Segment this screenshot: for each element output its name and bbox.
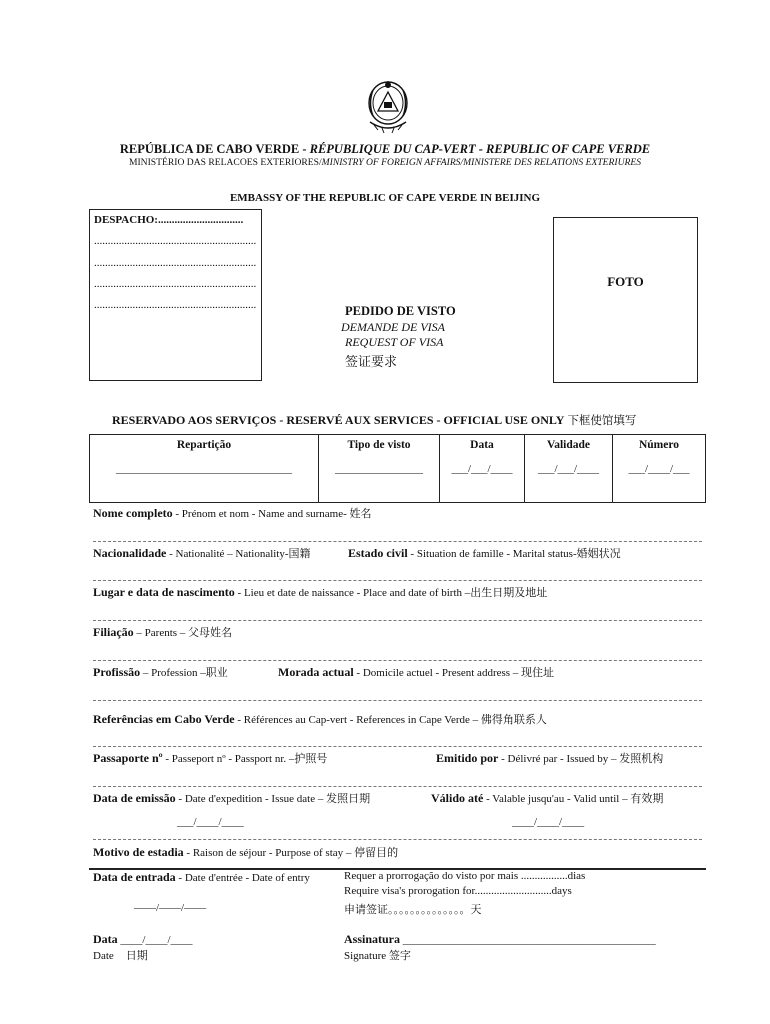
field-signature[interactable] [344,932,656,947]
col-data-value: ___/___/____ [451,463,513,475]
field-purpose-of-stay[interactable] [93,844,398,860]
birth-desc: - Lieu et date de naissance - Place and date of birth –出生日期及地址 [234,587,548,599]
field-present-address[interactable] [278,664,554,680]
issue-date-label: Data de emissão [93,791,176,805]
issued-by-desc: - Délivré par - Issued by – 发照机构 [498,753,664,765]
purpose-label: Motivo de estadia [93,845,184,859]
marital-status-desc: - Situation de famille - Marital status-婚姻状况 [407,548,621,560]
field-entry-date[interactable] [93,870,310,885]
col-reparticao-label: Repartição [176,439,232,451]
passport-label: Passaporte nº [93,751,163,765]
full-name-desc: - Prénom et nom - Name and surname- 姓名 [172,508,372,520]
official-use-table [89,434,706,503]
coat-of-arms-emblem [364,78,412,136]
republic-title [0,142,770,157]
col-tipo-visto-value: ________________ [335,463,423,475]
entry-date-label: Data de entrada [93,870,176,884]
col-reparticao-value: ________________________________ [116,463,292,475]
birth-label: Lugar e data de nascimento [93,585,235,599]
col-data-label: Data [470,439,494,451]
date-blank: ____/____/____ [117,934,193,946]
request-title-en: REQUEST OF VISA [345,335,444,349]
cell-reparticao[interactable] [90,435,319,503]
issue-date-desc: - Date d'expedition - Issue date – 发照日期 [175,793,371,805]
nationality-label: Nacionalidade [93,546,167,560]
col-validade-value: ___/___/____ [537,463,600,475]
field-parents[interactable] [93,624,232,640]
full-name-line [93,541,702,542]
col-numero-label: Número [638,439,680,451]
nationality-line [93,580,702,581]
field-valid-until[interactable] [431,790,663,806]
signature-subtitle: Signature 签字 [344,950,411,962]
marital-status-label: Estado civil [348,546,408,560]
signature-label: Assinatura [344,932,401,946]
field-marital-status[interactable] [348,545,621,561]
valid-until-label: Válido até [431,791,484,805]
references-desc: - Références au Cap-vert - References in Cape Verde – 佛得角联系人 [234,714,547,726]
entry-date-blank[interactable]: ——/——/—— [134,902,207,914]
field-references[interactable] [93,711,547,727]
parents-label: Filiação [93,625,134,639]
prorogation-zh[interactable]: 申请签证。。。。。。。。。。。。。。天 [344,903,482,916]
ministry-line [0,157,770,168]
date-label: Data [93,932,118,946]
references-line [93,746,702,747]
ministry-fr-en: MINISTRY OF FOREIGN AFFAIRS/MINISTERE DES RELATIONS EXTERIURES [321,157,642,168]
references-label: Referências em Cabo Verde [93,712,235,726]
parents-line [93,660,702,661]
signature-blank: ______________________________________________ [400,934,656,946]
field-profession[interactable] [93,664,228,680]
cell-data[interactable] [440,435,525,503]
ministry-pt: MINISTÉRIO DAS RELACOES EXTERIORES/ [128,157,322,168]
official-use-heading [112,412,636,428]
profession-desc: – Profession –职业 [140,667,228,679]
official-heading-zh: 下框使馆填写 [567,413,637,427]
field-birth-place-date[interactable] [93,584,547,600]
request-title-fr: DEMANDE DE VISA [341,320,445,334]
entry-date-desc: - Date d'entrée - Date of entry [175,872,310,884]
profession-label: Profissão [93,665,141,679]
valid-until-blank[interactable]: ____/____/____ [512,816,585,828]
nationality-desc: - Nationalité – Nationality-国籍 [166,548,311,560]
despacho-label: DESPACHO:............................... [94,214,244,226]
field-nationality[interactable] [93,545,311,561]
issue-date-line [93,839,702,840]
date-en: Date [93,950,114,962]
date-subtitle [93,947,148,963]
passport-line [93,786,702,787]
issue-date-blank[interactable]: ___/____/____ [177,816,244,828]
field-issued-by[interactable] [436,750,663,766]
despacho-line-2: ........................................................... [94,257,257,269]
col-tipo-visto-label: Tipo de visto [347,439,411,451]
title-fr-en: RÉPUBLIQUE DU CAP-VERT - REPUBLIC OF CAPE VERDE [309,142,651,156]
date-zh: 日期 [125,949,148,962]
despacho-line-4: ........................................................... [94,299,257,311]
field-date[interactable] [93,932,193,947]
valid-until-desc: - Valable jusqu'au - Valid until – 有效期 [483,793,664,805]
address-label: Morada actual [278,665,354,679]
passport-desc: - Passeport nº - Passport nr. –护照号 [162,753,328,765]
col-validade-label: Validade [546,439,591,451]
full-name-label: Nome completo [93,506,173,520]
parents-desc: – Parents – 父母姓名 [133,627,233,639]
profession-line [93,700,702,701]
photo-label: FOTO [607,274,644,289]
request-title-zh: 签证要求 [345,355,398,370]
cell-validade[interactable] [525,435,613,503]
birth-line [93,620,702,621]
field-full-name[interactable] [93,505,372,521]
address-desc: - Domicile actuel - Present address – 现住址 [353,667,555,679]
prorogation-en[interactable]: Require visa's prorogation for............................days [344,885,572,897]
despacho-line-1: ........................................................... [94,235,257,247]
photo-box[interactable] [553,217,698,383]
field-passport-number[interactable] [93,750,327,766]
cell-numero[interactable] [613,435,706,503]
despacho-box[interactable] [89,209,262,381]
field-issue-date[interactable] [93,790,370,806]
despacho-line-3: ........................................................... [94,278,257,290]
purpose-desc: - Raison de séjour - Purpose of stay – 停留目的 [183,847,399,859]
title-pt: REPÚBLICA DE CABO VERDE - [119,142,310,156]
official-heading-text: RESERVADO AOS SERVIÇOS - RESERVÉ AUX SERVICES - OFFICIAL USE ONLY [112,413,565,427]
request-title-pt: PEDIDO DE VISTO [345,304,456,318]
embassy-title: EMBASSY OF THE REPUBLIC OF CAPE VERDE IN BEIJING [229,192,541,204]
cell-tipo-visto[interactable] [319,435,440,503]
issued-by-label: Emitido por [436,751,499,765]
col-numero-value: ___/____/___ [628,463,690,475]
prorogation-pt[interactable]: Requer a prorrogação do visto por mais .................dias [344,870,586,882]
